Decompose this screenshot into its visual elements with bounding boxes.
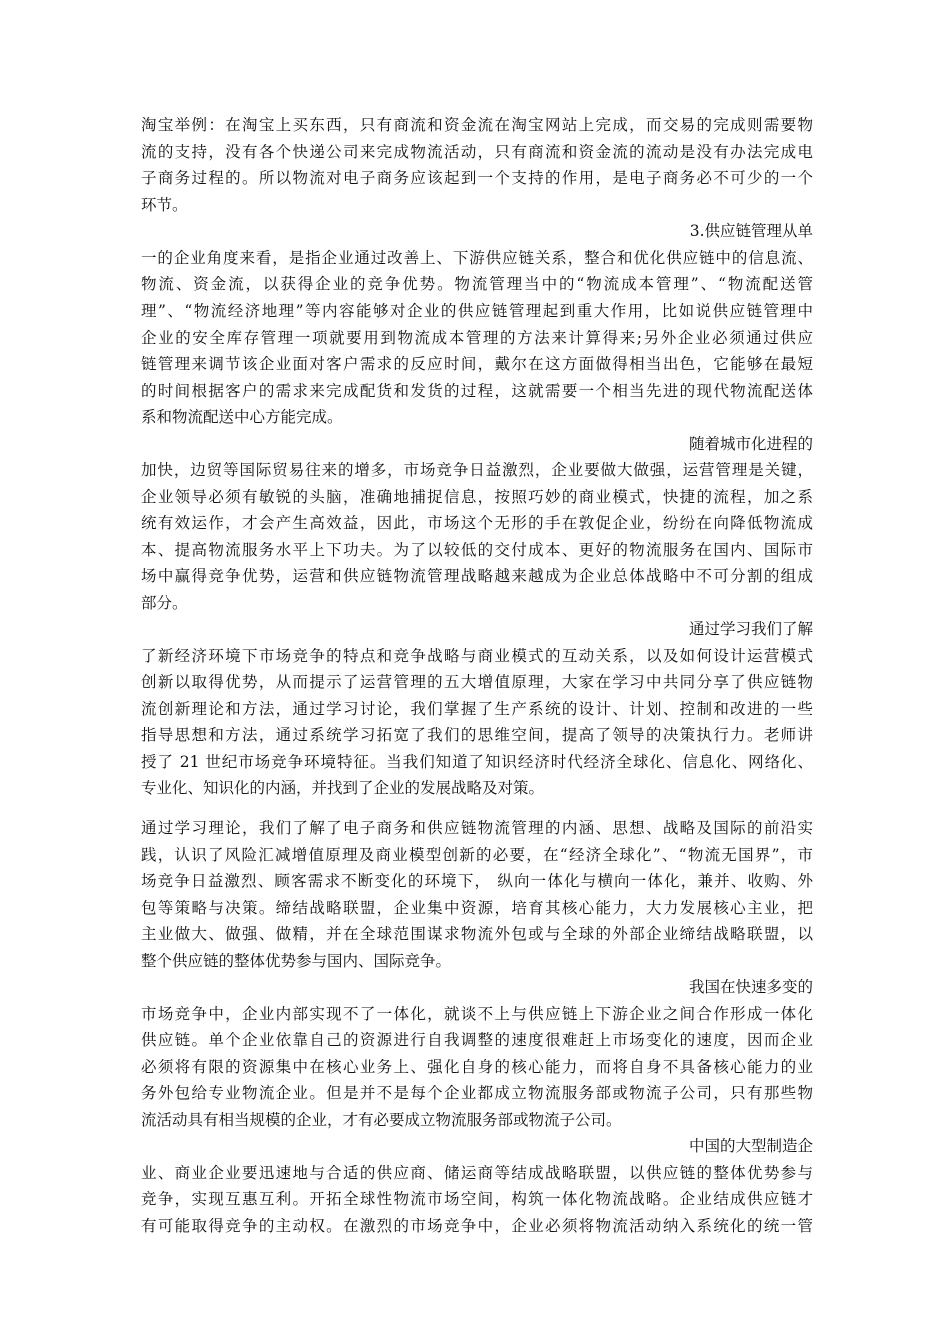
text-line: 企业的安全库存管理一项就要用到物流成本管理的方法来计算得来;另外企业必须通过供应 — [141, 328, 813, 347]
text-line: 业、商业企业要迅速地与合适的供应商、储运商等结成战略联盟，以供应链的整体优势参与 — [141, 1163, 813, 1182]
text-line: 中国的大型制造企 — [688, 1137, 813, 1155]
paragraph-block-supply-chain — [141, 298, 813, 802]
text-line: 必须将有限的资源集中在核心业务上、强化自身的核心能力，而将自身不具备核心能力的业 — [141, 1057, 813, 1076]
text-line: 系和物流配送中心方能完成。 — [141, 408, 343, 426]
text-line: 有可能取得竞争的主动权。在激烈的市场竞争中，企业必须将物流活动纳入系统化的统一管 — [141, 1216, 813, 1235]
text-line: 加快，边贸等国际贸易往来的增多，市场竞争日益激烈，企业要做大做强，运营管理是关键， — [141, 461, 813, 479]
text-line: 部分。 — [141, 593, 188, 612]
text-line: 整个供应链的整体优势参与国内、国际竞争。 — [141, 951, 452, 970]
text-line: 理”、“物流经济地理”等内容能够对企业的供应链管理起到重大作用，比如说供应链管理中 — [141, 302, 813, 320]
text-line: 环节。 — [141, 195, 188, 214]
text-line: 3.供应链管理从单 — [689, 222, 813, 240]
text-line: 链管理来调节该企业面对客户需求的反应时间，戴尔在这方面做得相当出色，它能够在最短 — [141, 355, 813, 373]
text-line: 指导思想和方法，通过系统学习拓宽了我们的思维空间，提高了领导的决策执行力。老师讲 — [141, 726, 813, 744]
text-line: 物流、资金流，以获得企业的竞争优势。物流管理当中的“物流成本管理”、“物流配送管 — [141, 275, 813, 293]
text-line: 市场竞争中，企业内部实现不了一体化，就谈不上与供应链上下游企业之间合作形成一体化 — [141, 1004, 813, 1023]
paragraph-block-taobao-example — [141, 112, 813, 298]
text-line: 授了 21 世纪市场竞争环境特征。当我们知道了知识经济时代经济全球化、信息化、网络化、 — [141, 752, 813, 771]
text-line: 我国在快速多变的 — [688, 978, 813, 996]
text-line: 竞争，实现互惠互利。开拓全球性物流市场空间，构筑一体化物流战略。企业结成供应链才 — [141, 1190, 813, 1208]
text-line: 创新以取得优势，从而提示了运营管理的五大增值原理，大家在学习中共同分享了供应链物 — [141, 673, 813, 691]
text-line: 了新经济环境下市场竞争的特点和竞争战略与商业模式的互动关系，以及如何设计运营模式 — [141, 646, 813, 665]
text-line: 供应链。单个企业依靠自己的资源进行自我调整的速度很难赶上市场变化的速度，因而企业 — [141, 1031, 813, 1049]
text-line: 包等策略与决策。缔结战略联盟，企业集中资源，培育其核心能力，大力发展核心主业，把 — [141, 898, 813, 917]
text-line: 场中赢得竞争优势，运营和供应链物流管理战略越来越成为企业总体战略中不可分割的组成 — [141, 567, 813, 585]
text-line: 企业领导必须有敏锐的头脑，准确地捕捉信息，按照巧妙的商业模式，快捷的流程，加之系 — [141, 487, 813, 506]
text-line: 子商务过程的。所以物流对电子商务应该起到一个支持的作用，是电子商务必不可少的一个 — [141, 169, 813, 187]
text-line: 随着城市化进程的 — [688, 434, 813, 453]
text-line: 一的企业角度来看，是指企业通过改善上、下游供应链关系，整合和优化供应链中的信息流、 — [141, 248, 813, 267]
text-line: 流活动具有相当规模的企业，才有必要成立物流服务部或物流子公司。 — [141, 1110, 622, 1129]
text-line: 淘宝举例：在淘宝上买东西，只有商流和资金流在淘宝网站上完成，而交易的完成则需要物 — [141, 116, 813, 134]
text-line: 通过学习我们了解 — [688, 620, 813, 638]
text-line: 主业做大、做强、做精，并在全球范围谋求物流外包或与全球的外部企业缔结战略联盟，以 — [141, 925, 813, 943]
text-line: 场竞争日益激烈、顾客需求不断变化的环境下， 纵向一体化与横向一体化，兼并、收购、外 — [141, 872, 813, 890]
text-line: 流的支持，没有各个快递公司来完成物流活动，只有商流和资金流的流动是没有办法完成电 — [141, 142, 813, 161]
paragraph-block-learning-theory — [141, 815, 813, 1239]
text-line: 践，认识了风险汇减增值原理及商业模型创新的必要，在“经济全球化”、“物流无国界”，市 — [141, 845, 813, 864]
text-line: 专业化、知识化的内涵，并找到了企业的发展战略及对策。 — [141, 779, 545, 797]
text-line: 流创新理论和方法，通过学习讨论，我们掌握了生产系统的设计、计划、控制和改进的一些 — [141, 699, 813, 718]
text-line: 务外包给专业物流企业。但是并不是每个企业都成立物流服务部或物流子公司，只有那些物 — [141, 1084, 813, 1102]
text-line: 通过学习理论，我们了解了电子商务和供应链物流管理的内涵、思想、战略及国际的前沿实 — [141, 819, 813, 837]
text-line: 的时间根据客户的需求来完成配货和发货的过程，这就需要一个相当先进的现代物流配送体 — [141, 381, 813, 400]
text-line: 统有效运作，才会产生高效益，因此，市场这个无形的手在敦促企业，纷纷在向降低物流成 — [141, 514, 813, 532]
text-line: 本、提高物流服务水平上下功夫。为了以较低的交付成本、更好的物流服务在国内、国际市 — [141, 540, 813, 559]
